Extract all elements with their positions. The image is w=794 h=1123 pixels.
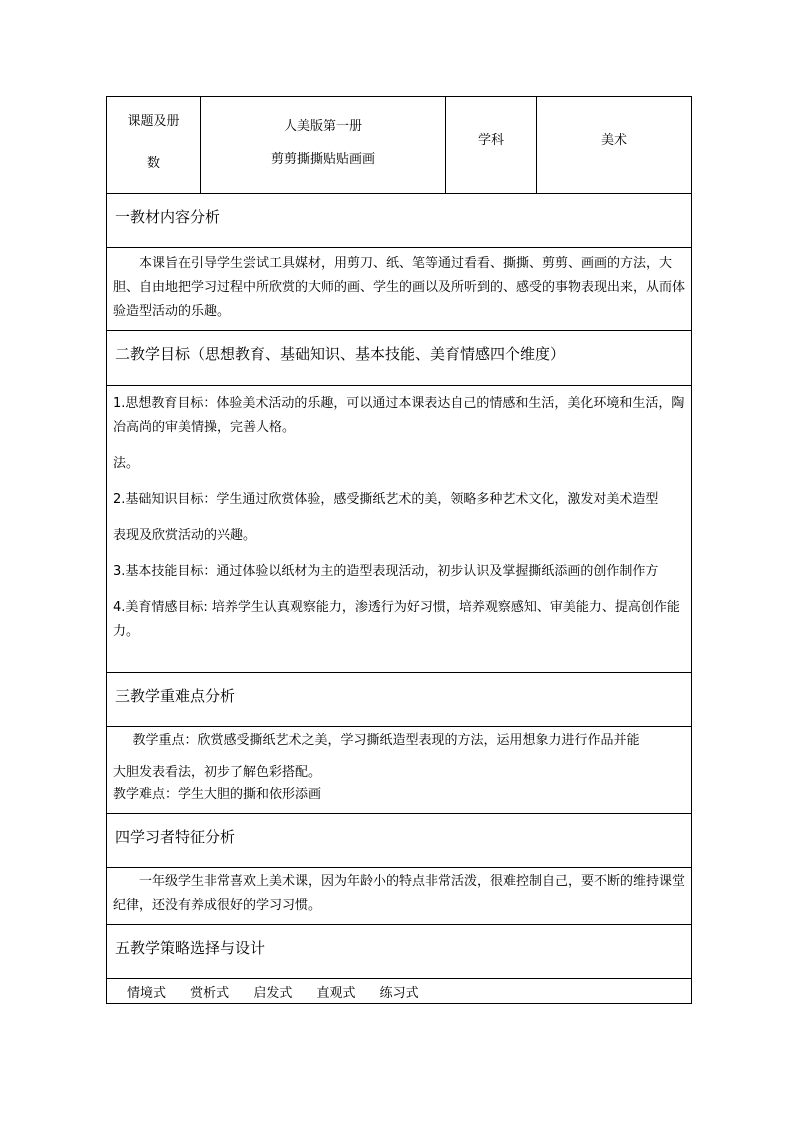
topic-label-line1: 课题及册 [127, 114, 180, 129]
goal-2-tail: 表现及欣赏活动的兴趣。 [113, 528, 257, 543]
content-analysis-title: 一教材内容分析 [107, 194, 692, 248]
subject-value: 美术 [600, 133, 627, 148]
method-item: 启发式 [253, 986, 293, 1001]
subject-value-cell [537, 97, 692, 194]
goals-body-row [107, 386, 692, 673]
subject-label: 学科 [477, 133, 504, 148]
method-item: 练习式 [379, 986, 419, 1001]
header-row [107, 97, 692, 194]
goal-2: 2.基础知识目标：学生通过欣赏体验，感受撕纸艺术的美，领略多种艺术文化，激发对美术造型 [113, 492, 659, 507]
goal-1-tail: 法。 [113, 456, 140, 471]
method-item: 赏析式 [190, 986, 230, 1001]
method-item: 直观式 [316, 986, 356, 1001]
content-analysis-body [107, 248, 692, 331]
key-focus: 教学重点：欣赏感受撕纸艺术之美，学习撕纸造型表现的方法，运用想象力进行作品并能 [132, 733, 640, 748]
topic-label-cell [107, 97, 201, 194]
learners-title: 四学习者特征分析 [107, 814, 692, 868]
key-points-title: 三教学重难点分析 [107, 673, 692, 727]
learners-text: 一年级学生非常喜欢上美术课，因为年龄小的特点非常活泼，很难控制自己，要不断的维持课堂纪律，还没有养成很好的学习习惯。 [113, 874, 686, 913]
goal-1: 1.思想教育目标：体验美术活动的乐趣，可以通过本课表达自己的情感和生活，美化环境和生活，陶冶高尚的审美情操，完善人格。 [113, 396, 685, 435]
strategy-body-row [107, 979, 692, 1004]
learners-body-row [107, 868, 692, 925]
topic-line1: 人美版第一册 [283, 119, 362, 134]
goal-3: 3.基本技能目标：通过体验以纸材为主的造型表现活动，初步认识及掌握撕纸添画的创作制作方 [113, 564, 659, 579]
key-points-title-row [107, 673, 692, 727]
key-points-body [107, 727, 692, 814]
learners-title-row [107, 814, 692, 868]
topic-label-line2: 数 [146, 156, 160, 171]
key-focus-tail: 大胆发表看法，初步了解色彩搭配。 [113, 765, 322, 780]
strategy-methods [107, 979, 692, 1004]
subject-label-cell [446, 97, 537, 194]
goals-body [107, 386, 692, 673]
method-item: 情境式 [127, 986, 167, 1001]
strategy-title-row [107, 925, 692, 979]
goal-4: 4.美育情感目标: 培养学生认真观察能力，渗透行为好习惯，培养观察感知、审美能力、提高创作能力。 [113, 600, 680, 639]
content-analysis-text: 本课旨在引导学生尝试工具媒材，用剪刀、纸、笔等通过看看、撕撕、剪剪、画画的方法，大胆、自由地把学习过程中所欣赏的大师的画、学生的画以及所听到的、感受的事物表现出来，从而体验造型活动的乐趣。 [113, 256, 686, 319]
lesson-plan-table [106, 96, 692, 1004]
lesson-plan-sheet [106, 96, 691, 1004]
strategy-title: 五教学策略选择与设计 [107, 925, 692, 979]
goals-title-row [107, 331, 692, 386]
learners-body [107, 868, 692, 925]
content-analysis-title-row [107, 194, 692, 248]
goals-title: 二教学目标（思想教育、基础知识、基本技能、美育情感四个维度） [107, 331, 692, 386]
content-analysis-body-row [107, 248, 692, 331]
topic-cell [201, 97, 446, 194]
topic-line2: 剪剪撕撕贴贴画画 [270, 152, 375, 167]
key-points-body-row [107, 727, 692, 814]
key-difficulty: 教学难点：学生大胆的撕和依形添画 [113, 787, 322, 802]
